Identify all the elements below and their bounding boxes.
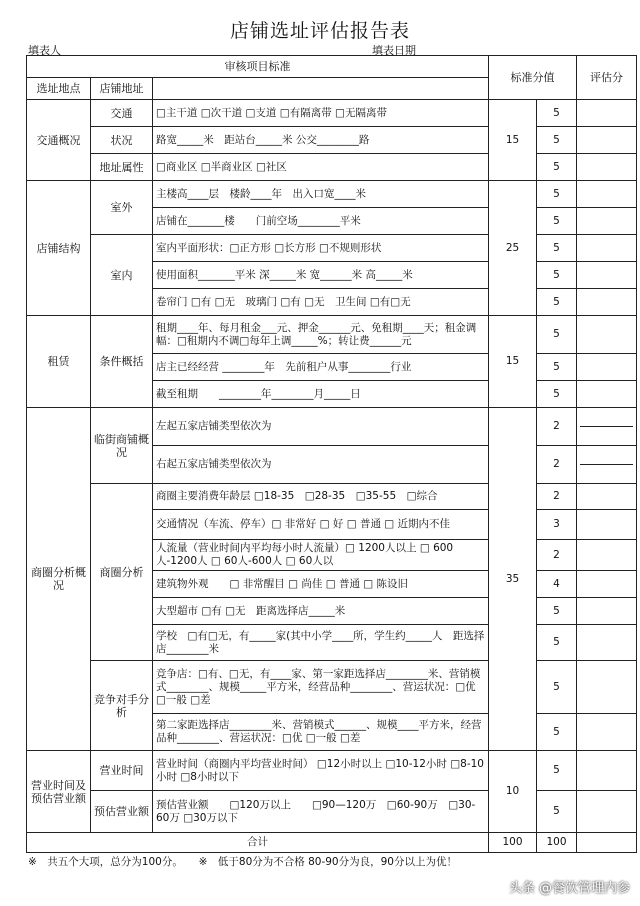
group-traffic: 交通概况 <box>27 100 91 181</box>
eval-cell[interactable] <box>577 154 637 181</box>
item-score: 2 <box>537 446 577 484</box>
item-business-hours[interactable]: 营业时间（商圈内平均营业时间） □12小时以上 □10-12小时 □8-10小时 □8小时以下 <box>153 751 489 791</box>
item-score: 5 <box>537 381 577 408</box>
item-right-shops[interactable]: 右起五家店铺类型依次为 <box>153 446 489 484</box>
group-revenue: 营业时间及预估营业额 <box>27 751 91 833</box>
eval-cell[interactable] <box>577 354 637 381</box>
watermark: 头条 @餐饮管理内参 <box>508 881 630 896</box>
eval-cell[interactable] <box>577 181 637 208</box>
footer-note: ※ 共五个大项，总分为100分。 ※ 低于80分为不合格 80-90分为良，90分以上为优！ <box>28 856 457 868</box>
eval-cell[interactable] <box>577 751 637 791</box>
item-score: 2 <box>537 540 577 571</box>
sub-outdoor: 室外 <box>91 181 153 235</box>
eval-cell[interactable] <box>577 408 637 446</box>
item-score: 5 <box>537 262 577 289</box>
page-title: 店铺选址评估报告表 <box>229 20 410 42</box>
item-score: 5 <box>537 154 577 181</box>
sub-status: 状况 <box>91 127 153 154</box>
eval-cell[interactable] <box>577 714 637 751</box>
group-structure: 店铺结构 <box>27 181 91 316</box>
eval-cell[interactable] <box>577 100 637 127</box>
sub-indoor: 室内 <box>91 235 153 316</box>
group-score-district: 35 <box>489 408 537 751</box>
standard-score-header: 标准分值 <box>489 56 577 100</box>
eval-cell[interactable] <box>577 661 637 714</box>
item-score: 5 <box>537 235 577 262</box>
item-foot-traffic[interactable]: 人流量（营业时间内平均每小时人流量）□ 1200人以上 □ 600人-1200人 □ 60人-600人 □ 60人以 <box>153 540 489 571</box>
item-school[interactable]: 学校 □有□无，有_____家(其中小学____所，学生约_____人 距选择店________米 <box>153 625 489 661</box>
item-score: 5 <box>537 625 577 661</box>
item-usable-area[interactable]: 使用面积_______平米 深_____米 宽______米 高_____米 <box>153 262 489 289</box>
item-traffic-parking[interactable]: 交通情况（车流、停车）□ 非常好 □ 好 □ 普通 □ 近期内不佳 <box>153 510 489 540</box>
item-score: 5 <box>537 181 577 208</box>
sub-district-analysis: 商圈分析 <box>91 484 153 661</box>
sub-street-shops: 临街商铺概况 <box>91 408 153 484</box>
sub-competitor-analysis: 竞争对手分析 <box>91 661 153 751</box>
eval-cell[interactable] <box>577 262 637 289</box>
item-score: 2 <box>537 408 577 446</box>
item-score: 5 <box>537 316 577 354</box>
eval-cell[interactable] <box>577 208 637 235</box>
shop-address-field[interactable] <box>153 78 489 100</box>
eval-cell[interactable] <box>577 540 637 571</box>
item-score: 5 <box>537 100 577 127</box>
eval-cell[interactable] <box>577 598 637 625</box>
item-score: 5 <box>537 354 577 381</box>
item-score: 5 <box>537 791 577 833</box>
location-header: 选址地点 <box>27 78 91 100</box>
group-rent: 租赁 <box>27 316 91 408</box>
total-standard: 100 <box>489 833 537 853</box>
sub-traffic: 交通 <box>91 100 153 127</box>
item-road-type[interactable]: □主干道 □次干道 □支道 □有隔离带 □无隔离带 <box>153 100 489 127</box>
item-floor-shape[interactable]: 室内平面形状：□正方形 □长方形 □不规则形状 <box>153 235 489 262</box>
filler-label: 填表人 <box>28 44 61 57</box>
item-area-type[interactable]: □商业区 □半商业区 □社区 <box>153 154 489 181</box>
evaluation-score-header: 评估分 <box>577 56 637 100</box>
eval-cell[interactable] <box>577 571 637 598</box>
item-score: 5 <box>537 598 577 625</box>
item-score: 3 <box>537 510 577 540</box>
item-score: 5 <box>537 714 577 751</box>
item-left-shops[interactable]: 左起五家店铺类型依次为 <box>153 408 489 446</box>
item-competitor-first[interactable]: 竞争店：□有、□无，有____家、第一家距选择店________米、营销模式________、规模_____平方米，经营品种________、营运状况：□优 □一般 □差 <box>153 661 489 714</box>
item-lease-terms[interactable]: 租期____年、每月租金___元、押金______元、免租期____天；租金调幅：□租期内不调□每年上调_____%；转让费______元 <box>153 316 489 354</box>
item-score: 5 <box>537 127 577 154</box>
item-estimated-revenue[interactable]: 预估营业额 □120万以上 □90—120万 □60-90万 □30-60万 □30万以下 <box>153 791 489 833</box>
group-score-rent: 15 <box>489 316 537 408</box>
item-score: 5 <box>537 661 577 714</box>
group-score-traffic: 15 <box>489 100 537 181</box>
eval-cell[interactable] <box>577 381 637 408</box>
sub-address-attr: 地址属性 <box>91 154 153 181</box>
eval-cell[interactable] <box>577 235 637 262</box>
eval-cell[interactable] <box>577 625 637 661</box>
item-building-height[interactable]: 主楼高____层 楼龄____年 出入口宽____米 <box>153 181 489 208</box>
item-competitor-second[interactable]: 第二家距选择店________米、营销模式______、规模____平方米，经营品种________、营运状况：□优 □一般 □差 <box>153 714 489 751</box>
sub-business-hours: 营业时间 <box>91 751 153 791</box>
evaluation-table <box>26 55 637 853</box>
eval-cell[interactable] <box>577 510 637 540</box>
item-score: 5 <box>537 208 577 235</box>
group-score-revenue: 10 <box>489 751 537 833</box>
review-standard-header: 审核项目标准 <box>27 56 489 78</box>
item-score: 5 <box>537 289 577 316</box>
item-score: 5 <box>537 751 577 791</box>
eval-cell[interactable] <box>577 833 637 853</box>
item-road-width[interactable]: 路宽_____米 距站台_____米 公交________路 <box>153 127 489 154</box>
item-score: 4 <box>537 571 577 598</box>
item-floor-plaza[interactable]: 店铺在_______楼 门前空场________平米 <box>153 208 489 235</box>
group-score-structure: 25 <box>489 181 537 316</box>
eval-cell[interactable] <box>577 446 637 484</box>
item-age-group[interactable]: 商圈主要消费年龄层 □18-35 □28-35 □35-55 □综合 <box>153 484 489 510</box>
sub-conditions: 条件概括 <box>91 316 153 408</box>
eval-cell[interactable] <box>577 316 637 354</box>
fill-date-label: 填表日期 <box>372 44 416 57</box>
total-label: 合计 <box>27 833 489 853</box>
eval-cell[interactable] <box>577 127 637 154</box>
sub-estimated-revenue: 预估营业额 <box>91 791 153 833</box>
eval-cell[interactable] <box>577 289 637 316</box>
item-lease-end[interactable]: 截至租期 ________年________月_____日 <box>153 381 489 408</box>
item-supermarket[interactable]: 大型超市 □有 □无 距离选择店_____米 <box>153 598 489 625</box>
item-doors-toilet[interactable]: 卷帘门 □有 □无 玻璃门 □有 □无 卫生间 □有□无 <box>153 289 489 316</box>
total-eval: 100 <box>537 833 577 853</box>
eval-cell[interactable] <box>577 791 637 833</box>
group-district: 商圈分析概况 <box>27 408 91 751</box>
eval-cell[interactable] <box>577 484 637 510</box>
item-owner-history[interactable]: 店主已经经营 ________年 先前租户从事________行业 <box>153 354 489 381</box>
item-score: 2 <box>537 484 577 510</box>
item-building-look[interactable]: 建筑物外观 □ 非常醒目 □ 尚佳 □ 普通 □ 陈设旧 <box>153 571 489 598</box>
shop-address-header: 店铺地址 <box>91 78 153 100</box>
